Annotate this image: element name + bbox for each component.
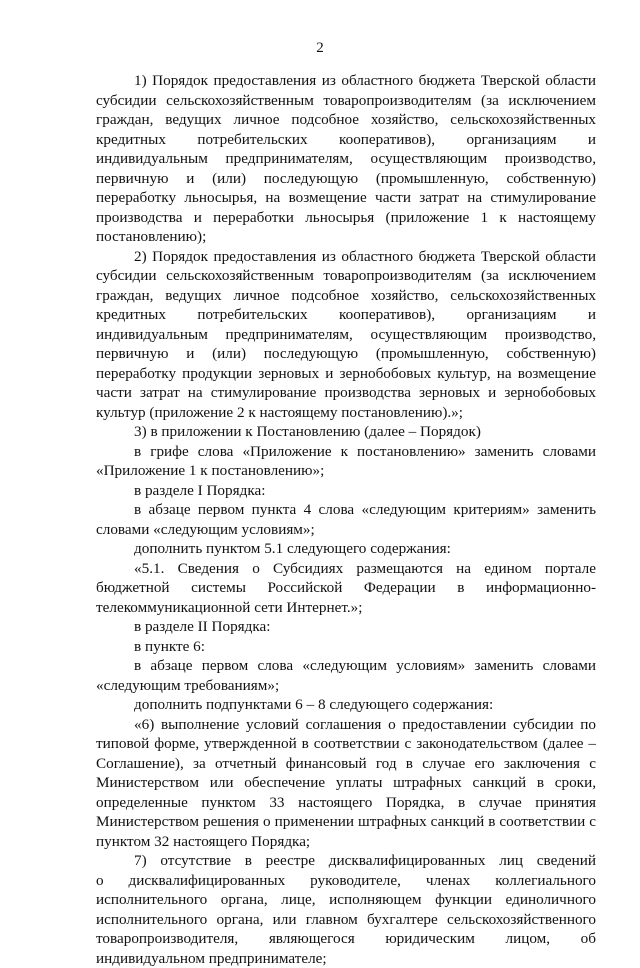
paragraph-5: в разделе I Порядка: [134, 481, 266, 499]
paragraph-3: 3) в приложении к Постановлению (далее – Порядок) [134, 423, 481, 440]
paragraph-8: «5.1. Сведения о Субсидиях размещаются на едином портале бюджетной системы Российской Федерации в информационно-телекоммуникационной сети Интернет.»; [96, 559, 596, 616]
paragraph-2: 2) Порядок предоставления из областного бюджета Тверской области субсидии сельскохозяйственным товаропроизводителям (за исключением граждан, ведущих личное подсобное хозяйство, сельскохозяйственных кредитных потребительских кооперативов), организациям и индивидуальным предпринимателям, осуществляющим производство, первичную и (или) последующую (промышленную, собственную) переработку продукции зерновых и зернобобовых культур, на возмещение части затрат на стимулирование производства зерновых и зернобобовых культур (приложение 2 к настоящему постановлению).»; [96, 247, 596, 421]
paragraph-7: дополнить пунктом 5.1 следующего содержания: [134, 540, 451, 557]
paragraph-13: «6) выполнение условий соглашения о предоставлении субсидии по типовой форме, утвержденной в соответствии с законодательством (далее – Соглашение), за отчетный финансовый год в случае его заключения с Министерством или обеспечение уплаты штрафных санкций в сроки, определенные пунктом 33 настоящего Порядка, в случае принятия Министерством решения о применении штрафных санкций в соответствии с пунктом 32 настоящего Порядка; [96, 715, 596, 850]
document-body [96, 71, 596, 968]
paragraph-10: в пункте 6: [134, 637, 205, 655]
paragraph-1: 1) Порядок предоставления из областного бюджета Тверской области субсидии сельскохозяйственным товаропроизводителям (за исключением граждан, ведущих личное подсобное хозяйство, сельскохозяйственных кредитных потребительских кооперативов), организациям и индивидуальным предпринимателям, осуществляющим производство, первичную и (или) последующую (промышленную, собственную) переработку льносырья, на возмещение части затрат на стимулирование производства и переработки льносырья (приложение 1 к настоящему постановлению); [96, 72, 596, 245]
paragraph-4: в грифе слова «Приложение к постановлению» заменить словами «Приложение 1 к постановлению»; [96, 442, 596, 479]
paragraph-12: дополнить подпунктами 6 – 8 следующего содержания: [134, 696, 494, 713]
paragraph-14: 7) отсутствие в реестре дисквалифицированных лиц сведений о дисквалифицированных руководителе, членах коллегиального исполнительного органа, лице, исполняющем функции единоличного исполнительного органа, или главном бухгалтере сельскохозяйственного товаропроизводителя, являющегося юридическим лицом, об индивидуальном предпринимателе; [96, 852, 596, 967]
paragraph-11: в абзаце первом слова «следующим условиям» заменить словами «следующим требованиям»; [96, 657, 596, 694]
paragraph-6: в абзаце первом пункта 4 слова «следующим критериям» заменить словами «следующим условиям»; [96, 501, 596, 538]
paragraph-9: в разделе II Порядка: [134, 618, 271, 635]
page-number: 2 [316, 40, 324, 56]
